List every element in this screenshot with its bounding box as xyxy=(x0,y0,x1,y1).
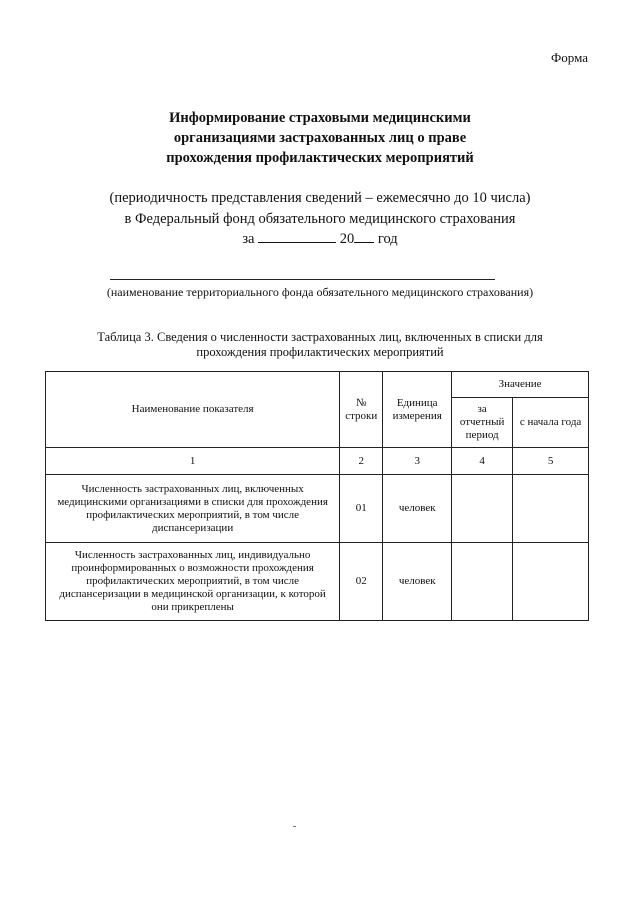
unit-cell: человек xyxy=(383,475,452,543)
table-row xyxy=(46,543,589,621)
form-label: Форма xyxy=(551,50,588,65)
table-title-line-2: прохождения профилактических мероприятий xyxy=(196,345,444,359)
reporting-period-line xyxy=(0,230,640,248)
year-start-value-cell[interactable] xyxy=(513,543,589,621)
year-prefix: 20 xyxy=(339,231,355,247)
column-number-row xyxy=(46,448,589,475)
column-number: 1 xyxy=(46,448,340,475)
column-number: 4 xyxy=(452,448,513,475)
title-line-2: организациями застрахованных лиц о праве xyxy=(173,130,467,146)
title-line-1: Информирование страховыми медицинскими xyxy=(169,110,471,126)
document-title xyxy=(0,108,640,168)
header-reporting-period: за отчетный период xyxy=(452,398,513,448)
column-number: 3 xyxy=(383,448,452,475)
za-prefix: за xyxy=(242,231,255,247)
fund-name-blank-line[interactable] xyxy=(110,279,495,280)
month-blank-field[interactable] xyxy=(258,230,336,243)
table-row xyxy=(46,475,589,543)
indicator-name: Численность застрахованных лиц, включенных медицинскими организациями в списки для прохождения профилактических мероприятий, в том числе диспансеризации xyxy=(46,475,340,543)
table-title xyxy=(60,330,580,360)
year-start-value-cell[interactable] xyxy=(513,475,589,543)
header-value: Значение xyxy=(452,372,589,398)
scan-speck xyxy=(293,826,296,827)
column-number: 5 xyxy=(513,448,589,475)
table-title-line-1: Таблица 3. Сведения о численности застрахованных лиц, включенных в списки для xyxy=(97,330,543,344)
header-unit: Единица измерения xyxy=(383,372,452,448)
reporting-period-value-cell[interactable] xyxy=(452,543,513,621)
year-blank-field[interactable] xyxy=(354,230,374,243)
statistics-table xyxy=(45,371,589,621)
column-number: 2 xyxy=(340,448,383,475)
reporting-period-value-cell[interactable] xyxy=(452,475,513,543)
header-indicator-name: Наименование показателя xyxy=(46,372,340,448)
header-row-number: № строки xyxy=(340,372,383,448)
indicator-name: Численность застрахованных лиц, индивидуально проинформированных о возможности прохождения профилактических мероприятий, в том числе диспансеризации в медицинской организации, к которой они прикреплены xyxy=(46,543,340,621)
row-code: 01 xyxy=(340,475,383,543)
period-line-1: (периодичность представления сведений – ежемесячно до 10 числа) xyxy=(109,190,531,206)
row-code: 02 xyxy=(340,543,383,621)
header-year-start: с начала года xyxy=(513,398,589,448)
year-suffix: год xyxy=(377,231,398,247)
submission-period xyxy=(0,188,640,230)
unit-cell: человек xyxy=(383,543,452,621)
header-row-1 xyxy=(46,372,589,398)
period-line-2: в Федеральный фонд обязательного медицинского страхования xyxy=(124,211,516,227)
title-line-3: прохождения профилактических мероприятий xyxy=(166,150,474,166)
fund-name-caption: (наименование территориального фонда обязательного медицинского страхования) xyxy=(106,285,534,299)
